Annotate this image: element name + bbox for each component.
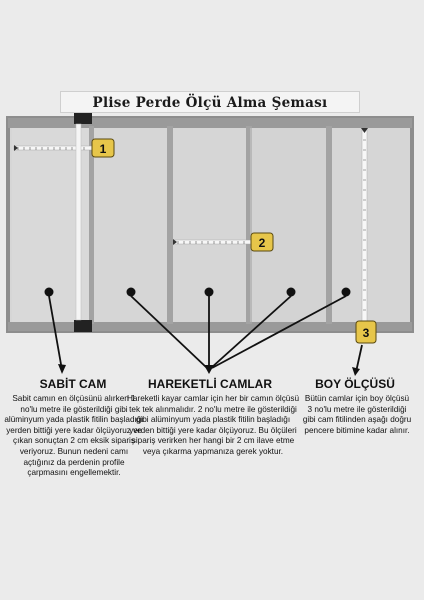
badge-1: 1	[99, 142, 107, 156]
badge-3: 3	[362, 326, 370, 340]
text-sabit-cam: Sabit camın en ölçüsünü alırken 1 no'lu metre ile gösterildiği gibi alüminyum yada plastik fitilin başladığı yerden bittiği yere kadar ölçüyoruz ve çıkan sonuçtan 2 cm eksik sipariş veriyoruz. Bunun nedeni camı açtığınız da perdenin profile çarpmasını engellemektir.	[4, 394, 144, 478]
arrow-boy	[356, 345, 362, 372]
diagram-title: Plise Perde Ölçü Alma Şeması	[60, 91, 360, 113]
heading-sabit-cam: SABİT CAM	[39, 377, 107, 391]
vertical-tape-strip	[76, 124, 81, 320]
heading-hareketli-camlar: HAREKETLİ CAMLAR	[148, 377, 272, 391]
dot-panel-3	[205, 288, 214, 297]
heading-boy-olcusu: BOY ÖLÇÜSÜ	[315, 377, 395, 391]
arrow-heads	[58, 364, 360, 376]
text-boy-olcusu: Bütün camlar için boy ölçüsü 3 no'lu metre ile gösterildiği gibi cam fitilinden aşağı doğru pencere bitimine kadar alınır.	[302, 394, 412, 435]
badge-2: 2	[258, 236, 266, 250]
dot-panel-2	[127, 288, 136, 297]
dot-panel-4	[287, 288, 296, 297]
window-frame	[8, 112, 412, 332]
text-hareketli-camlar: Hareketli kayar camlar için her bir camın ölçüsü tek tek alınmalıdır. 2 no'lu metre ile gösterildiği gibi alüminyum yada plastik fitilin başladığı yerden bittiği yere kadar ölçüyoruz. Bu ölçüleri sipariş verirken her hangi bir 2 cm ilave etme veya çıkarma yapmanıza gerek yoktur.	[127, 394, 299, 456]
dot-panel-5	[342, 288, 351, 297]
dot-sabit	[45, 288, 54, 297]
